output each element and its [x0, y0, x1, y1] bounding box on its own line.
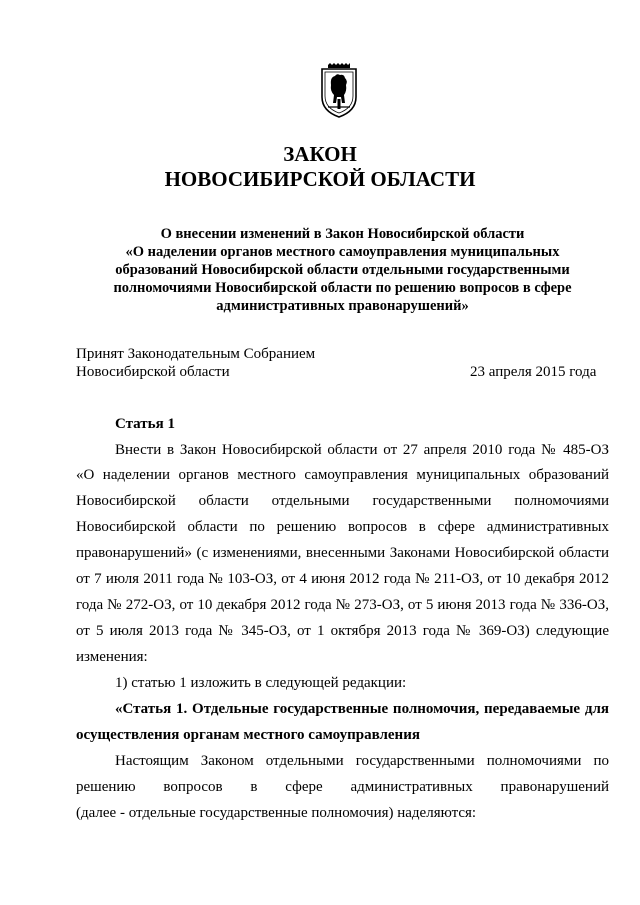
article-text-line: Новосибирской области отдельными государственными полномочиями — [76, 493, 609, 509]
article-heading: Статья 1 — [115, 416, 175, 432]
coat-of-arms-icon — [318, 63, 360, 119]
article-text-line: Настоящим Законом отдельными государственными полномочиями по — [115, 753, 609, 769]
article-text-line: от 7 июля 2011 года № 103-ОЗ, от 4 июня 2012 года № 211-ОЗ, от 10 декабря 2012 — [76, 571, 609, 587]
article-text-line: Новосибирской области по решению вопросов в сфере административных — [76, 519, 609, 535]
article-text-line: решению вопросов в сфере административных правонарушений — [76, 779, 609, 795]
quoted-article-heading-line-2: осуществления органам местного самоуправления — [76, 727, 420, 743]
article-text-line: Внести в Закон Новосибирской области от 27 апреля 2010 года № 485-ОЗ — [115, 442, 609, 458]
quoted-article-heading-line-1: «Статья 1. Отдельные государственные полномочия, передаваемые для — [115, 701, 609, 717]
article-text-line: изменения: — [76, 649, 148, 665]
subtitle-line: полномочиями Новосибирской области по решению вопросов в сфере — [113, 280, 572, 296]
document-title-line-2: НОВОСИБИРСКОЙ ОБЛАСТИ — [164, 167, 476, 191]
adoption-body-line-2: Новосибирской области — [76, 364, 230, 380]
subtitle-line: О внесении изменений в Закон Новосибирской области — [160, 226, 525, 242]
subtitle-line: «О наделении органов местного самоуправления муниципальных — [125, 244, 560, 260]
subtitle-line: образований Новосибирской области отдельными государственными — [115, 262, 570, 278]
article-text-line: (далее - отдельные государственные полномочия) наделяются: — [76, 805, 477, 821]
article-text-line: правонарушений» (с изменениями, внесенными Законами Новосибирской области — [76, 545, 609, 561]
article-text-line: года № 272-ОЗ, от 10 декабря 2012 года № 273-ОЗ, от 5 июня 2013 года № 336-ОЗ, — [76, 597, 609, 613]
article-text-line: от 5 июля 2013 года № 345-ОЗ, от 1 октября 2013 года № 369-ОЗ) следующие — [76, 623, 609, 639]
article-text-line: «О наделении органов местного самоуправления муниципальных образований — [76, 467, 609, 483]
adoption-body-line-1: Принят Законодательным Собранием — [76, 346, 316, 362]
article-item: 1) статью 1 изложить в следующей редакции: — [115, 675, 407, 691]
adoption-date: 23 апреля 2015 года — [470, 364, 597, 380]
subtitle-line: административных правонарушений» — [216, 298, 469, 314]
document-title-line-1: ЗАКОН — [283, 142, 357, 166]
